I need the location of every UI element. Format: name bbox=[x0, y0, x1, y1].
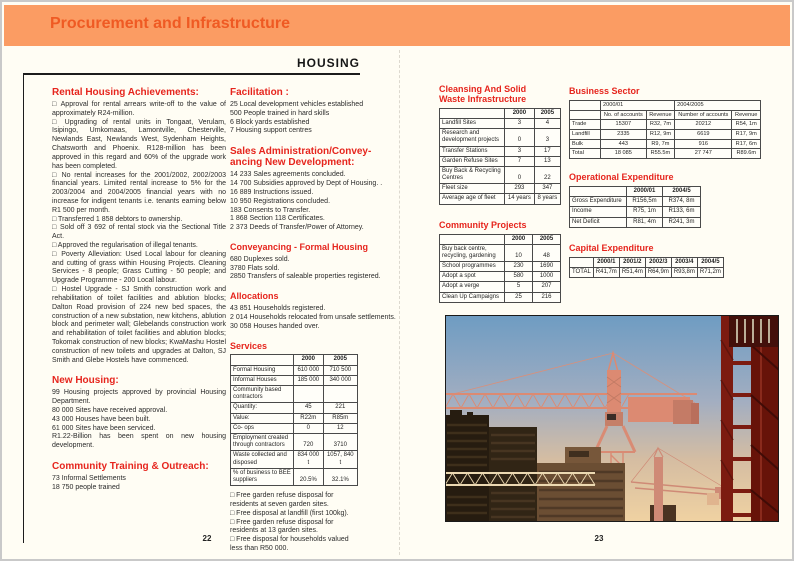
cell-revenue-2000: R32, 7m bbox=[646, 120, 675, 130]
column-header: Revenue bbox=[646, 110, 675, 120]
list-item: 18 750 people trained bbox=[52, 483, 120, 491]
table-row bbox=[440, 184, 561, 194]
cell-accounts-2000: 18 085 bbox=[601, 149, 647, 159]
cell-2005: 13 bbox=[534, 156, 560, 166]
cell-2005: 340 000 bbox=[323, 375, 357, 385]
column-header: 2003/4 bbox=[671, 257, 697, 267]
row-label: Total bbox=[570, 149, 601, 159]
list-item: 80 000 Sites have received approval. bbox=[52, 407, 168, 414]
list-item: R1.22-Billion has been spent on new housing development. bbox=[52, 433, 226, 450]
services-table bbox=[230, 354, 358, 486]
left-page-column-2 bbox=[230, 87, 398, 561]
cell-2005: 207 bbox=[533, 282, 561, 292]
table-subheader-row bbox=[570, 110, 761, 120]
table-row bbox=[231, 433, 358, 450]
table-header-row bbox=[440, 234, 561, 244]
table-row bbox=[570, 207, 701, 217]
list-item: 61 000 Sites have been serviced. bbox=[52, 424, 156, 432]
cell-2000: 45 bbox=[294, 403, 324, 413]
row-label: Bulk bbox=[570, 139, 601, 149]
page-number-left: 22 bbox=[202, 534, 212, 543]
list-item: 183 Consents to Transfer. bbox=[230, 206, 311, 214]
section-conveyancing bbox=[230, 243, 398, 282]
table-row bbox=[231, 468, 358, 485]
cell-2001-2: R51,4m bbox=[619, 267, 645, 277]
column-header bbox=[570, 110, 601, 120]
cell-2000: 7 bbox=[505, 156, 535, 166]
right-page-column-1 bbox=[439, 85, 563, 313]
section-heading: Business Sector bbox=[569, 86, 640, 96]
cell-revenue-2004: R17, 6m bbox=[732, 139, 761, 149]
list-item: 680 Duplexes sold. bbox=[230, 255, 290, 263]
column-header bbox=[440, 108, 505, 118]
row-label: Gross Expenditure bbox=[570, 197, 627, 207]
table-row bbox=[440, 282, 561, 292]
section-facilitation bbox=[230, 87, 398, 136]
cell-2000-01: R156,5m bbox=[627, 197, 663, 207]
column-header bbox=[231, 355, 294, 365]
column-header: 2005 bbox=[323, 355, 357, 365]
list-item: 14 233 Sales agreements concluded. bbox=[230, 171, 346, 179]
cell-2005: 32.1% bbox=[323, 468, 357, 485]
section-heading: New Housing: bbox=[52, 375, 119, 387]
section-community-training bbox=[52, 461, 226, 493]
cell-2000: 834 000 t bbox=[294, 451, 324, 468]
cell-2005 bbox=[323, 386, 357, 403]
cell-2000: 185 000 bbox=[294, 375, 324, 385]
bullet-item: □ Hostel Upgrade - SJ Smith construction work and rehabilitation of toilet facilities and ablution blocks; Dalton Road provision of 224 new bed spaces, the construction of a new substation, new kitchens, ablution block and perimeter wall; Glebelands construction work and rehabilitation of toilet facilities and ablution blocks; Tokomak construction of new blocks; KwaMashu Hostel construction of new toilets and upgrades at Dalton, SJ Smith and Glebe Hostels have commenced. bbox=[52, 286, 226, 364]
heading-line: Cleansing And Solid bbox=[439, 84, 527, 94]
row-label: Landfill Sites bbox=[440, 118, 505, 128]
cell-revenue-2004: R89.6m bbox=[732, 149, 761, 159]
table-row bbox=[440, 272, 561, 282]
page-fold-line bbox=[399, 50, 400, 555]
bullet-item: □ Approved the regularisation of illegal tenants. bbox=[52, 242, 198, 249]
section-heading bbox=[439, 85, 563, 105]
table-header-row bbox=[570, 100, 761, 110]
cell-revenue-2000: R55.5m bbox=[646, 149, 675, 159]
heading-line: Waste Infrastructure bbox=[439, 93, 527, 104]
table-row bbox=[440, 262, 561, 272]
page-section-title: HOUSING bbox=[296, 56, 360, 70]
section-business-sector bbox=[569, 87, 781, 159]
community-projects-table bbox=[439, 234, 561, 303]
bullet-item: □ Upgrading of rental units in Tongaat, Verulam, Isipingo, Umkomaas, Lamontville, Chesterville, Newlands East, Newlands West, Sydenham Heights, Chatsworth and Phoenix. R128-million has been approved in this regard and 60% of the upgrade work has been completed. bbox=[52, 118, 226, 170]
cell-accounts-2004: 20212 bbox=[675, 120, 732, 130]
column-header bbox=[570, 187, 627, 197]
cell-2000: 3 bbox=[505, 118, 535, 128]
row-label: Adopt a spot bbox=[440, 272, 505, 282]
bullet-item: □ Poverty Alleviation: Used Local labour for cleaning and cutting of grass within Housing Projects. Cleaning Services - 8 people; Grass Cutting - 50 people; and Upgrade Programme - 200 Local labour. bbox=[52, 250, 226, 285]
row-label: Community based contractors bbox=[231, 386, 294, 403]
column-header: 2004/5 bbox=[697, 257, 723, 267]
row-label: Buy Back & Recycling Centres bbox=[440, 166, 505, 183]
column-header: 2000/01 bbox=[627, 187, 663, 197]
cell-2000-01: R75, 1m bbox=[627, 207, 663, 217]
list-item: 73 Informal Settlements bbox=[52, 475, 126, 483]
margin-rule-vertical bbox=[23, 73, 24, 543]
column-header: Revenue bbox=[732, 110, 761, 120]
cell-2000: 580 bbox=[505, 272, 533, 282]
table-header-row bbox=[570, 187, 701, 197]
table-row bbox=[440, 129, 561, 146]
section-operational-expenditure bbox=[569, 173, 781, 228]
row-label: % of business to BEE suppliers bbox=[231, 468, 294, 485]
capital-expenditure-table bbox=[569, 257, 724, 278]
table-header-row bbox=[231, 355, 358, 365]
table-row bbox=[231, 413, 358, 423]
row-label: Garden Refuse Sites bbox=[440, 156, 505, 166]
row-label: Average age of fleet bbox=[440, 194, 505, 204]
cell-2005: 3 bbox=[534, 129, 560, 146]
cell-2004-5: R133, 6m bbox=[662, 207, 700, 217]
column-header: 2000 bbox=[505, 108, 535, 118]
column-header bbox=[440, 234, 505, 244]
column-header: 2002/3 bbox=[645, 257, 671, 267]
row-label: Landfill bbox=[570, 130, 601, 140]
section-heading: Community Training & Outreach: bbox=[52, 461, 209, 473]
section-heading: Services bbox=[230, 340, 268, 351]
list-item: 10 950 Registrations concluded. bbox=[230, 197, 331, 205]
cell-revenue-2000: R9, 7m bbox=[646, 139, 675, 149]
cell-2005: 22 bbox=[534, 166, 560, 183]
section-heading: Facilitation : bbox=[230, 87, 289, 98]
column-header: 2000 bbox=[294, 355, 324, 365]
table-row bbox=[570, 139, 761, 149]
column-header: No. of accounts bbox=[601, 110, 647, 120]
section-rule-horizontal bbox=[23, 73, 360, 75]
cell-2005: 221 bbox=[323, 403, 357, 413]
cell-2005: 3710 bbox=[323, 433, 357, 450]
row-label: Quantity: bbox=[231, 403, 294, 413]
row-label: TOTAL bbox=[570, 267, 594, 277]
cell-revenue-2004: R17, 9m bbox=[732, 130, 761, 140]
list-item: 1 868 Section 118 Certificates. bbox=[230, 215, 325, 223]
row-label: Research and development projects bbox=[440, 129, 505, 146]
cell-2005: 1000 bbox=[533, 272, 561, 282]
section-rental-housing bbox=[52, 87, 226, 365]
cleansing-table bbox=[439, 108, 561, 205]
list-item: 2 373 Deeds of Transfer/Power of Attorney. bbox=[230, 224, 364, 232]
bullet-item: □ Free garden refuse disposal for residents at 13 garden sites. bbox=[230, 518, 334, 535]
left-page-column-1 bbox=[52, 87, 226, 503]
table-header-row bbox=[440, 108, 561, 118]
cell-2000: 293 bbox=[505, 184, 535, 194]
column-group-header: 2004/2005 bbox=[675, 100, 761, 110]
table-row bbox=[231, 386, 358, 403]
column-header: 2004/5 bbox=[662, 187, 700, 197]
list-item: 2850 Transfers of saleable properties registered. bbox=[230, 273, 381, 281]
cell-2000: R22m bbox=[294, 413, 324, 423]
cell-accounts-2000: 15307 bbox=[601, 120, 647, 130]
row-label: Value: bbox=[231, 413, 294, 423]
list-item: 43 851 Households registered. bbox=[230, 305, 326, 313]
cell-accounts-2004: 916 bbox=[675, 139, 732, 149]
section-new-housing bbox=[52, 375, 226, 451]
table-row bbox=[570, 149, 761, 159]
cell-2004-5: R374, 8m bbox=[662, 197, 700, 207]
table-row bbox=[570, 197, 701, 207]
table-header-row bbox=[570, 257, 724, 267]
cell-2000: 230 bbox=[505, 262, 533, 272]
cell-2005: 1057, 840 t bbox=[323, 451, 357, 468]
bullet-item: □ No rental increases for the 2001/2002, 2002/2003 financial years. Limited rental increase to 5% for the 2003/2004 and 2004/2005 financial years with no increase for indigent tenants i.e. tenants earning below R1 500 per month. bbox=[52, 171, 226, 214]
list-item: 25 Local development vehicles established bbox=[230, 101, 364, 108]
table-row bbox=[440, 244, 561, 261]
cell-2005: 8 years bbox=[534, 194, 560, 204]
row-label: Buy back centre, recycling, gardening bbox=[440, 244, 505, 261]
cell-2005: 710 500 bbox=[323, 365, 357, 375]
cell-2000-1: R41,7m bbox=[593, 267, 619, 277]
table-row bbox=[570, 217, 701, 227]
section-cleansing bbox=[439, 85, 563, 205]
table-row bbox=[440, 146, 561, 156]
cell-2005: 4 bbox=[534, 118, 560, 128]
cell-2004-5: R71,2m bbox=[697, 267, 723, 277]
cell-2005: 12 bbox=[323, 423, 357, 433]
table-row bbox=[231, 365, 358, 375]
column-header bbox=[570, 100, 601, 110]
cell-2000: 5 bbox=[505, 282, 533, 292]
column-header: 2005 bbox=[534, 108, 560, 118]
page-number-right: 23 bbox=[594, 534, 604, 543]
cell-2005: 1690 bbox=[533, 262, 561, 272]
cell-2000: 0 bbox=[505, 129, 535, 146]
table-row bbox=[440, 166, 561, 183]
section-community-projects bbox=[439, 221, 563, 303]
table-row bbox=[440, 118, 561, 128]
cell-2002-3: R64,9m bbox=[645, 267, 671, 277]
column-header: 2000 bbox=[505, 234, 533, 244]
cell-2000: 14 years bbox=[505, 194, 535, 204]
row-label: School programmes bbox=[440, 262, 505, 272]
table-row bbox=[570, 267, 724, 277]
list-item: 43 000 Houses have been built. bbox=[52, 415, 151, 423]
table-row bbox=[231, 451, 358, 468]
list-item: 16 889 Instructions issued. bbox=[230, 188, 314, 196]
row-label: Fleet size bbox=[440, 184, 505, 194]
cell-2000: 20.5% bbox=[294, 468, 324, 485]
list-item: 30 058 Houses handed over. bbox=[230, 322, 320, 330]
column-header: 2005 bbox=[533, 234, 561, 244]
cell-2000: 3 bbox=[505, 146, 535, 156]
row-label: Informal Houses bbox=[231, 375, 294, 385]
table-row bbox=[570, 130, 761, 140]
column-group-header: 2000/01 bbox=[601, 100, 675, 110]
section-heading bbox=[230, 146, 398, 168]
cell-revenue-2004: R54, 1m bbox=[732, 120, 761, 130]
row-label: Net Deficit bbox=[570, 217, 627, 227]
cell-2005: 216 bbox=[533, 292, 561, 302]
services-notes bbox=[230, 492, 350, 554]
bullet-item: □ Approval for rental arrears write-off to the value of approximately R24-million. bbox=[52, 101, 226, 117]
cell-revenue-2000: R12, 9m bbox=[646, 130, 675, 140]
row-label: Adopt a verge bbox=[440, 282, 505, 292]
table-row bbox=[231, 403, 358, 413]
section-heading: Community Projects bbox=[439, 219, 527, 230]
list-item: 3780 Flats sold. bbox=[230, 264, 280, 272]
cell-2000: 25 bbox=[505, 292, 533, 302]
table-row bbox=[231, 423, 358, 433]
list-item: 500 People trained in hard skills bbox=[230, 109, 330, 117]
row-label: Formal Housing bbox=[231, 365, 294, 375]
section-heading: Capital Expenditure bbox=[569, 242, 654, 253]
list-item: 6 Block yards established bbox=[230, 118, 310, 126]
row-label: Clean Up Campaigns bbox=[440, 292, 505, 302]
row-label: Trade bbox=[570, 120, 601, 130]
column-header bbox=[570, 257, 594, 267]
section-heading: Conveyancing - Formal Housing bbox=[230, 241, 369, 252]
section-heading: Allocations bbox=[230, 291, 279, 302]
row-label: Income bbox=[570, 207, 627, 217]
bullet-item: □ Transferred 1 858 debtors to ownership. bbox=[52, 215, 183, 223]
section-services bbox=[230, 342, 398, 554]
section-sales-administration bbox=[230, 146, 398, 233]
section-heading: Operational Expenditure bbox=[569, 172, 674, 183]
table-row bbox=[440, 292, 561, 302]
cell-2005: 347 bbox=[534, 184, 560, 194]
row-label: Co- ops bbox=[231, 423, 294, 433]
column-header: 2000/1 bbox=[593, 257, 619, 267]
heading-line: ancing New Development: bbox=[230, 157, 355, 169]
cell-2005: R85m bbox=[323, 413, 357, 423]
section-heading: Rental Housing Achievements: bbox=[52, 87, 199, 98]
table-row bbox=[231, 375, 358, 385]
bullet-item: □ Free garden refuse disposal for residents at seven garden sites. bbox=[230, 492, 334, 508]
row-label: Transfer Stations bbox=[440, 146, 505, 156]
table-row bbox=[440, 156, 561, 166]
cell-2000: 0 bbox=[505, 166, 535, 183]
row-label: Waste collected and disposed bbox=[231, 451, 294, 468]
operational-expenditure-table bbox=[569, 186, 701, 228]
table-row bbox=[570, 120, 761, 130]
list-item: 2 014 Households relocated from unsafe settlements. bbox=[230, 313, 396, 321]
cell-2000: 720 bbox=[294, 433, 324, 450]
column-header: 2001/2 bbox=[619, 257, 645, 267]
section-allocations bbox=[230, 292, 398, 331]
cell-2000: 610 000 bbox=[294, 365, 324, 375]
bullet-item: □ Free disposal at landfill (first 100kg). bbox=[230, 509, 349, 517]
cell-accounts-2004: 27 747 bbox=[675, 149, 732, 159]
cell-accounts-2000: 2335 bbox=[601, 130, 647, 140]
row-label: Employment created through contractors bbox=[231, 433, 294, 450]
section-capital-expenditure bbox=[569, 244, 781, 278]
cell-2004-5: R241, 3m bbox=[662, 217, 700, 227]
heading-line: Sales Administration/Convey- bbox=[230, 146, 372, 158]
column-header: Number of accounts bbox=[675, 110, 732, 120]
list-item: 7 Housing support centres bbox=[230, 127, 312, 135]
cell-accounts-2000: 443 bbox=[601, 139, 647, 149]
right-page-column-2 bbox=[569, 87, 781, 288]
business-sector-table bbox=[569, 100, 761, 159]
cell-accounts-2004: 6619 bbox=[675, 130, 732, 140]
list-item: 99 Housing projects approved by provincial Housing Department. bbox=[52, 389, 226, 406]
bullet-item: □ Sold off 3 692 of rental stock via the Sectional Title Act. bbox=[52, 224, 226, 241]
cell-2000: 10 bbox=[505, 244, 533, 261]
table-row bbox=[440, 194, 561, 204]
cell-2000: 0 bbox=[294, 423, 324, 433]
chapter-title: Procurement and Infrastructure bbox=[50, 15, 291, 32]
list-item: 14 700 Subsidies approved by Dept of Housing. . bbox=[230, 180, 383, 188]
cell-2003-4: R93,8m bbox=[671, 267, 697, 277]
cell-2005: 17 bbox=[534, 146, 560, 156]
construction-photo bbox=[445, 315, 779, 523]
cell-2000-01: R81, 4m bbox=[627, 217, 663, 227]
cell-2005: 48 bbox=[533, 244, 561, 261]
cell-2000 bbox=[294, 386, 324, 403]
bullet-item: □ Free disposal for households valued less than R50 000. bbox=[230, 536, 349, 552]
